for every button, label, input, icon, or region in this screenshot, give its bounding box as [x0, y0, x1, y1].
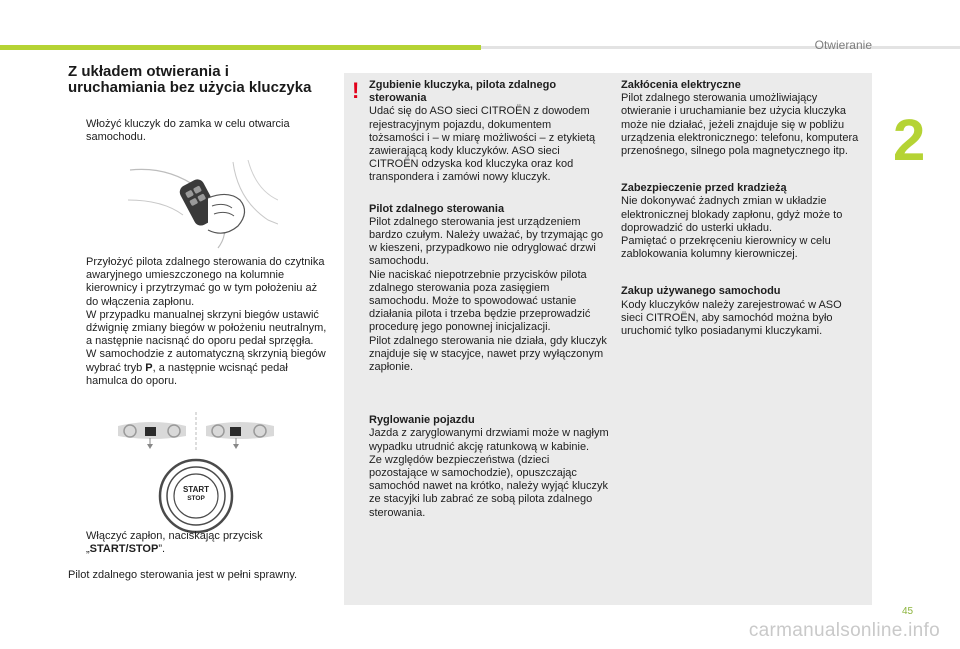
used-car-block: Zakup używanego samochodu Kody kluczyków należy zarejestrować w ASO sieci CITROËN, aby samochód można było uruchomić tylko posiadanymi kluczykami. [621, 285, 866, 338]
locking-block: Ryglowanie pojazdu Jazda z zaryglowanymi drzwiami może w nagłym wypadku utrudnić akcję ratunkową w kabinie. Ze względów bezpieczeństwa (dzieci pozostające w samochodzie), opuszczając samochód nawet na krótko, należy wyjąć kluczyk ze stacyjki lub zabrać ze sobą pilota zdalnego sterowania. [369, 414, 609, 519]
step-press-start-stop: Włączyć zapłon, naciskając przycisk „START/STOP”. [86, 530, 263, 556]
key-fob-reader-illustration [128, 160, 278, 250]
pedals-illustration [112, 412, 282, 454]
interference-block: Zakłócenia elektryczne Pilot zdalnego sterowania umożliwiający otwieranie i uruchamianie bez użycia kluczyka może nie działać, jeżeli znajduje się w pobliżu urządzenia elektronicznego: telefonu, komputera przenośnego, silnego pola magnetycznego itp. [621, 79, 866, 158]
warning-icon: ! [352, 78, 360, 103]
procedure-column [68, 64, 330, 144]
warnings-column-left [369, 79, 609, 520]
header-divider [481, 46, 960, 49]
header-accent-bar [0, 45, 481, 50]
lost-key-block [369, 79, 609, 185]
warnings-column-right [621, 79, 866, 338]
watermark: carmanualsonline.info [748, 620, 940, 641]
theft-title: Zabezpieczenie przed kradzieżą [621, 182, 787, 195]
procedure-final [68, 530, 330, 583]
step-place-remote: Przyłożyć pilota zdalnego sterowania do czytnika awaryjnego umieszczonego na kolumnie kierownicy i przytrzymać go w tym położeniu aż do włączenia zapłonu. [86, 256, 325, 308]
page-number: 45 [902, 606, 914, 617]
start-stop-label: START STOP [182, 485, 210, 502]
step-insert-key: Włożyć kluczyk do zamka w celu otwarcia samochodu. [86, 118, 290, 144]
used-car-title: Zakup używanego samochodu [621, 285, 781, 298]
procedure-steps [68, 256, 330, 388]
remote-title: Pilot zdalnego sterowania [369, 202, 505, 215]
locking-title: Ryglowanie pojazdu [369, 414, 475, 427]
procedure-heading: Z układem otwierania i uruchamiania bez użycia kluczyka [68, 63, 312, 96]
lost-key-body: Udać się do ASO sieci CITROËN z dowodem rejestracyjnym pojazdu, dokumentem tożsamości i – w miarę możliwości – z etykietą zawierającą kody kluczyków. ASO sieci CITROËN odzyska kod kluczyka oraz kod transpondera i zamówi nowy kluczyk. [369, 105, 596, 184]
chapter-number: 2 [893, 108, 926, 173]
section-title: Otwieranie [814, 38, 872, 52]
remote-block: Pilot zdalnego sterowania Pilot zdalnego sterowania jest urządzeniem bardzo czułym. Należy uważać, by trzymając go w kieszeni, przypadkowo nie odryglować drzwi samochodu. Nie naciskać niepotrzebnie przycisków pilota zdalnego sterowania poza zasięgiem samochodu. Może to spowodować ustanie działania pilota i trzeba będzie przeprowadzić procedurę jego ponownej inicjalizacji. Pilot zdalnego sterowania nie działa, gdy kluczyk znajduje się w stacyjce, nawet przy wyłączonym zapłonie. [369, 203, 609, 375]
lost-key-title: Zgubienie kluczyka, pilota zdalnego sterowania [369, 79, 557, 105]
interference-title: Zakłócenia elektryczne [621, 79, 741, 91]
start-stop-button-illustration [158, 458, 234, 534]
final-note: Pilot zdalnego sterowania jest w pełni sprawny. [68, 569, 298, 582]
step-manual-gearbox: W przypadku manualnej skrzyni biegów ustawić dźwignię zmiany biegów w położeniu neutralnym, a następnie nacisnąć do oporu pedał sprzęgła. [86, 308, 327, 348]
step-automatic-gearbox: W samochodzie z automatyczną skrzynią biegów wybrać tryb P, a następnie wcisnąć pedał hamulca do oporu. [86, 348, 326, 387]
theft-block: Zabezpieczenie przed kradzieżą Nie dokonywać żadnych zmian w układzie elektronicznej blokady zapłonu, gdyż może to doprowadzić do usterki układu. Pamiętać o przekręceniu kierownicy w celu zablokowania kolumny kierowniczej. [621, 182, 866, 261]
